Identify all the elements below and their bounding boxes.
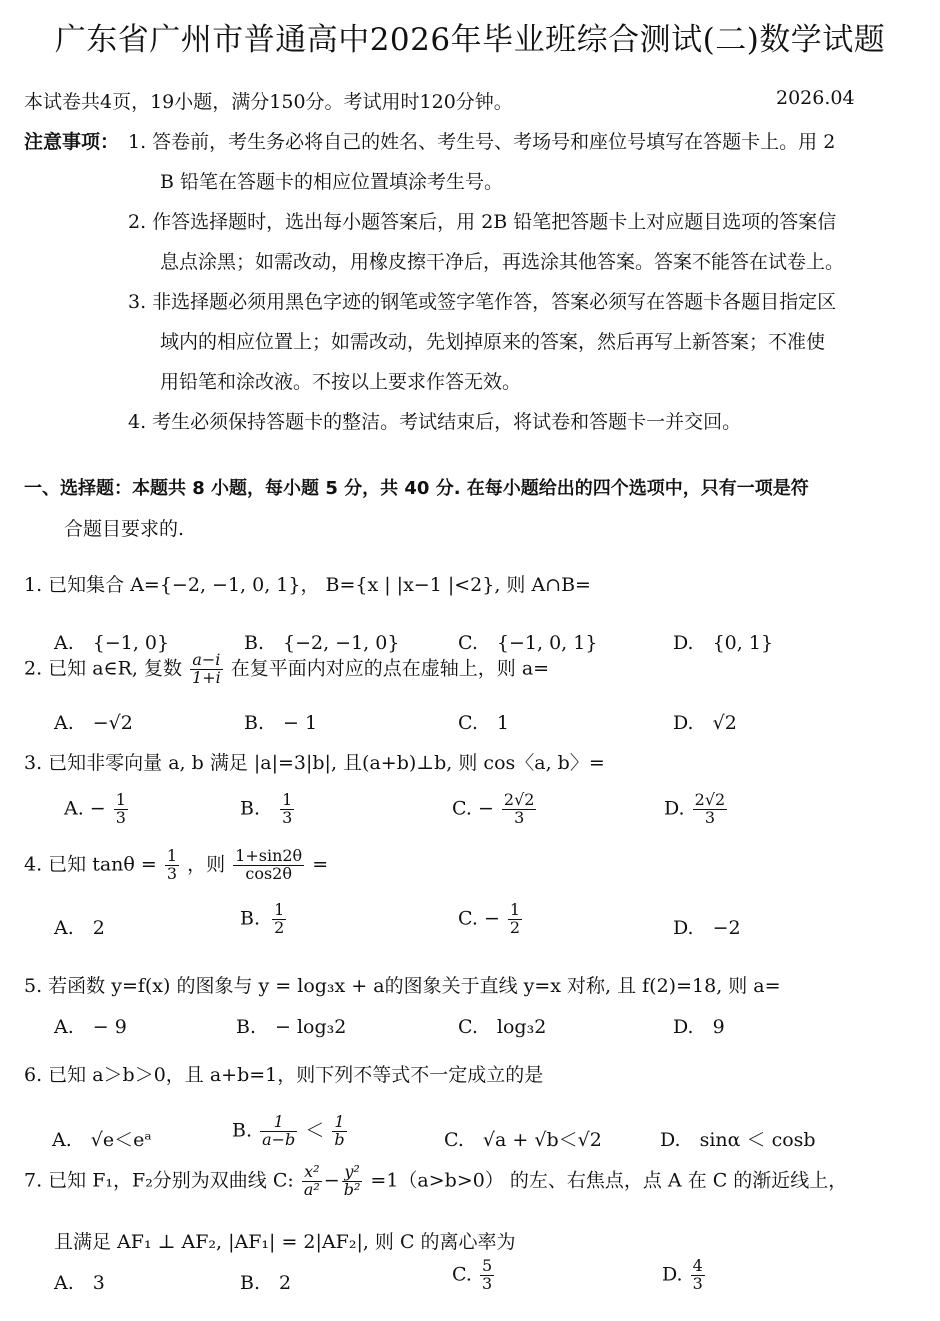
q3-option-b <box>240 792 296 827</box>
q7-option-d <box>662 1258 707 1293</box>
question-7-stem-cont: 且满足 AF₁ ⊥ AF₂, |AF₁| = 2|AF₂|, 则 C 的离心率为 <box>54 1231 516 1253</box>
question-5-stem: 5. 若函数 y=f(x) 的图象与 y = log₃x + a的图象关于直线 y=x 对称, 且 f(2)=18, 则 a= <box>24 975 781 997</box>
q4-num-1: 1 <box>166 846 178 865</box>
q7-c-label: C. <box>452 1263 472 1286</box>
note-3-line-1: 3. 非选择题必须用黑色字迹的钢笔或签字笔作答，答案必须写在答题卡各题目指定区 <box>128 291 837 313</box>
q5-option-d: D. 9 <box>673 1016 725 1038</box>
q7-c-den: 3 <box>481 1273 493 1293</box>
q7-d-fraction <box>691 1258 705 1293</box>
q7-c-fraction <box>480 1258 494 1293</box>
notes-label: 注意事项： <box>24 131 120 153</box>
q3-option-d <box>664 792 729 827</box>
q6-b-num-1: 1 <box>260 1114 297 1132</box>
q3-option-a <box>64 792 130 827</box>
q2-option-a: A. −√2 <box>54 712 133 734</box>
q2-option-c: C. 1 <box>458 712 509 734</box>
q2-frac-den: 1+i <box>192 667 221 687</box>
q1-option-d: D. {0, 1} <box>673 632 774 654</box>
q4-fraction-2 <box>233 848 304 883</box>
q6-option-b <box>232 1114 349 1149</box>
q4-c-fraction <box>508 902 522 937</box>
q4-option-a: A. 2 <box>54 917 105 939</box>
q4-b-fraction <box>272 902 286 937</box>
q6-b-den-1: a−b <box>262 1129 296 1149</box>
q6-b-label: B. <box>232 1119 253 1142</box>
q7-option-c <box>452 1258 496 1293</box>
note-1-line-2: B 铅笔在答题卡的相应位置填涂考生号。 <box>160 171 504 193</box>
q3-c-label: C. − <box>452 797 494 820</box>
note-2-line-1: 2. 作答选择题时，选出每小题答案后，用 2B 铅笔把答题卡上对应题目选项的答案信 <box>128 211 837 233</box>
q2-stem-post: 在复平面内对应的点在虚轴上，则 a= <box>230 657 550 680</box>
question-7-stem <box>24 1164 847 1199</box>
question-4-stem <box>24 848 328 883</box>
note-3-line-3: 用铅笔和涂改液。不按以上要求作答无效。 <box>160 371 522 393</box>
q3-d-num: 2√2 <box>694 790 726 809</box>
q4-num-2: 1+sin2θ <box>235 846 303 865</box>
exam-date: 2026.04 <box>776 87 855 109</box>
q6-b-fraction-1 <box>260 1114 297 1149</box>
note-3-line-2: 域内的相应位置上；如需改动，先划掉原来的答案，然后再写上新答案；不准使 <box>160 331 826 353</box>
q3-b-num: 1 <box>282 790 293 809</box>
q7-minus: − <box>323 1169 340 1192</box>
q3-a-label: A. − <box>64 797 106 820</box>
q3-option-c <box>452 792 538 827</box>
q3-a-den: 3 <box>115 807 126 827</box>
question-3-stem: 3. 已知非零向量 a, b 满足 |a|=3|b|, 且(a+b)⊥b, 则 cos〈a, b〉= <box>24 752 605 774</box>
question-1-stem: 1. 已知集合 A={−2, −1, 0, 1}， B={x | |x−1 |<2}, 则 A∩B= <box>24 574 591 596</box>
note-4: 4. 考生必须保持答题卡的整洁。考试结束后，将试卷和答题卡一并交回。 <box>128 411 742 433</box>
q2-option-d: D. √2 <box>673 712 737 734</box>
q1-option-c: C. {−1, 0, 1} <box>458 632 598 654</box>
q4-stem-mid: ，则 <box>187 853 226 876</box>
q4-b-num: 1 <box>274 900 285 919</box>
q1-option-b: B. {−2, −1, 0} <box>244 632 400 654</box>
q3-b-label: B. <box>240 797 261 820</box>
q7-den-2: b² <box>343 1179 361 1199</box>
q5-option-c: C. log₃2 <box>458 1016 547 1038</box>
q7-fraction-2 <box>342 1164 363 1199</box>
section-1-heading: 一、选择题：本题共 8 小题，每小题 5 分，共 40 分. 在每小题给出的四个选项中，只有一项是符 <box>24 478 809 499</box>
q7-option-a: A. 3 <box>54 1272 105 1294</box>
q4-c-label: C. − <box>458 907 500 930</box>
q3-c-num: 2√2 <box>503 790 535 809</box>
q2-frac-num: a−i <box>190 652 223 670</box>
q1-option-a: A. {−1, 0} <box>54 632 170 654</box>
q2-stem-pre: 2. 已知 a∈R, 复数 <box>24 657 182 680</box>
q7-fraction-1 <box>302 1164 322 1199</box>
q3-d-den: 3 <box>704 807 716 827</box>
q4-option-b <box>240 902 288 937</box>
q3-c-den: 3 <box>514 807 525 827</box>
q7-num-2: y² <box>342 1164 363 1182</box>
section-1-heading-cont: 合题目要求的. <box>64 518 185 540</box>
q4-c-num: 1 <box>509 900 521 919</box>
q4-c-den: 2 <box>509 917 521 937</box>
q4-stem-pre: 4. 已知 tanθ = <box>24 853 157 876</box>
q6-option-d: D. sinα ＜ cosb <box>660 1129 816 1151</box>
page-title: 广东省广州市普通高中2026年毕业班综合测试(二)数学试题 <box>54 22 886 58</box>
question-6-stem: 6. 已知 a＞b＞0，且 a+b=1，则下列不等式不一定成立的是 <box>24 1064 544 1086</box>
q7-d-num: 4 <box>692 1256 703 1275</box>
q7-c-num: 5 <box>481 1256 493 1275</box>
q5-option-a: A. − 9 <box>54 1016 127 1038</box>
note-1-line-1: 1. 答卷前，考生务必将自己的姓名、考生号、考场号和座位号填写在答题卡上。用 2 <box>128 131 836 153</box>
q3-b-den: 3 <box>282 807 293 827</box>
q3-c-fraction <box>502 792 537 827</box>
note-2-line-2: 息点涂黑；如需改动，用橡皮擦干净后，再选涂其他答案。答案不能答在试卷上。 <box>160 251 845 273</box>
exam-info: 本试卷共4页，19小题，满分150分。考试用时120分钟。 <box>24 91 513 113</box>
q7-d-den: 3 <box>692 1273 703 1293</box>
q4-fraction-1 <box>165 848 179 883</box>
q4-option-d: D. −2 <box>673 917 741 939</box>
q3-a-num: 1 <box>115 790 126 809</box>
q3-d-label: D. <box>664 797 685 820</box>
q6-b-num-2: 1 <box>332 1114 346 1132</box>
q6-option-c: C. √a + √b＜√2 <box>444 1129 602 1151</box>
q7-den-1: a² <box>303 1179 320 1199</box>
q6-b-den-2: b <box>334 1129 345 1149</box>
q4-den-2: cos2θ <box>245 863 292 883</box>
q4-b-den: 2 <box>274 917 285 937</box>
q4-option-c <box>458 902 524 937</box>
q3-a-fraction <box>114 792 128 827</box>
q4-den-1: 3 <box>166 863 178 883</box>
q6-b-fraction-2 <box>332 1114 346 1149</box>
q7-num-1: x² <box>302 1164 322 1182</box>
q7-stem-post: =1（a>b>0） 的左、右焦点，点 A 在 C 的渐近线上， <box>370 1169 848 1192</box>
question-2-stem <box>24 652 549 687</box>
q6-b-lt: ＜ <box>305 1119 325 1142</box>
q7-option-b: B. 2 <box>240 1272 292 1294</box>
q6-option-a: A. √e＜eᵃ <box>52 1129 152 1151</box>
q3-d-fraction <box>693 792 728 827</box>
q4-stem-post: = <box>312 853 329 876</box>
q2-fraction <box>190 652 223 687</box>
q7-stem-pre: 7. 已知 F₁，F₂分别为双曲线 C: <box>24 1169 294 1192</box>
q3-b-fraction <box>280 792 294 827</box>
q5-option-b: B. − log₃2 <box>236 1016 347 1038</box>
q4-b-label: B. <box>240 907 261 930</box>
q2-option-b: B. − 1 <box>244 712 318 734</box>
q7-d-label: D. <box>662 1263 683 1286</box>
